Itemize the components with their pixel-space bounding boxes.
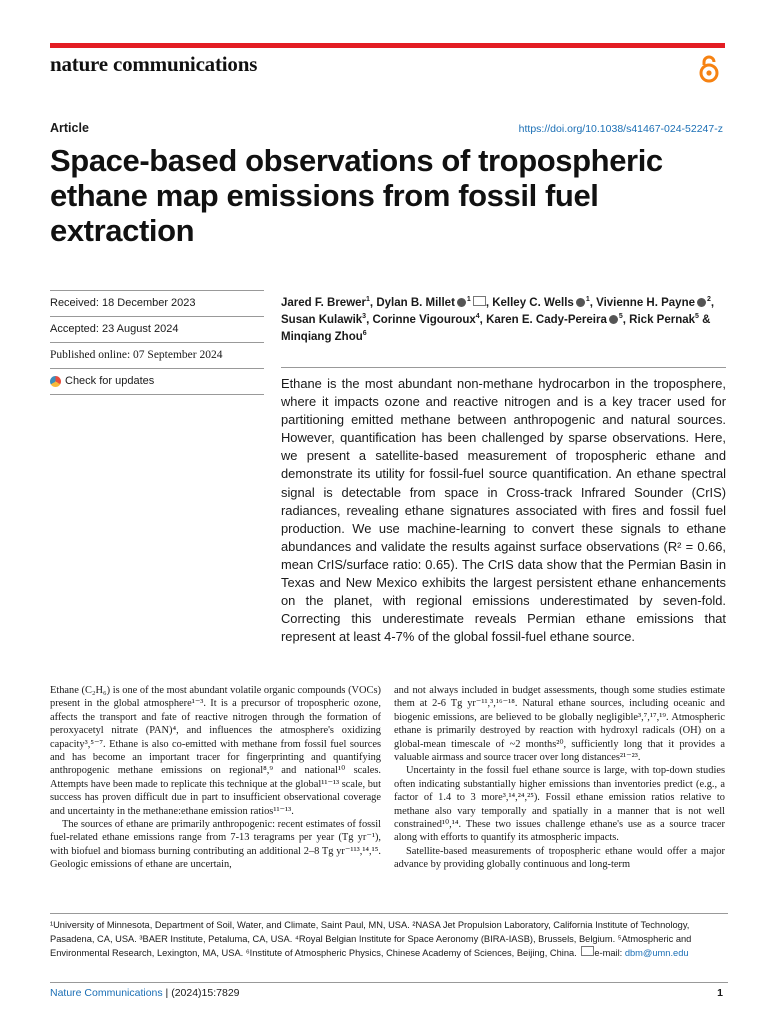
author-affiliation-number: 3 — [362, 313, 367, 321]
abstract: Ethane is the most abundant non-methane hydrocarbon in the troposphere, where it impacts ozone and reactive nitrogen and is a key tracer used for partitioning emitted methane between anthropogenic and natural sources. However, quantification has been challenged by sparse observations. Here, we present a satellite-based measurement of tropospheric ethane and demonstrate its utility for fossil-fuel source quantification. An ethane spectral signal is detectable from space in Cross-track Infrared Sounder (CrIS) radiances, revealing ethane signatures associated with fires and fossil fuel production. We use machine-learning to convert these signals to ethane abundances and validate the results against surface observations (R² = 0.66, mean CrIS/surface ratio: 0.65). The CrIS data show that the Permian Basin in Texas and New Mexico exhibits the largest persistent ethane enhancements on the planet, with regional emissions underestimated by seven-fold. Correcting this underestimate reveals Permian ethane emissions that represent at least 4-7% of the global fossil-fuel ethane source. — [281, 376, 726, 645]
footer-volume: | (2024)15:7829 — [162, 987, 240, 999]
body-column-right — [394, 684, 725, 872]
body-paragraph: Satellite-based measurements of tropospheric ethane would offer a major advance by providing globally continuous and long-term — [394, 845, 725, 871]
article-title: Space-based observations of tropospheric ethane map emissions from fossil fuel extraction — [50, 143, 663, 248]
author-affiliation-number: 5 — [695, 313, 699, 321]
journal-name: nature communications — [50, 52, 258, 76]
body-column-left — [50, 684, 381, 872]
check-updates-button[interactable] — [50, 368, 264, 395]
published-date: Published online: 07 September 2024 — [50, 342, 264, 368]
author-affiliation-number: 4 — [475, 313, 480, 321]
author-affiliation-number: 2 — [707, 296, 711, 304]
article-dates — [50, 290, 264, 395]
author-list: Jared F. Brewer$^1$, Dylan B. Millet $^1$ , Kelley C. Wells $^1$, Vivienne H. Payne $^2$, Susan Kulawik$^3$, Corinne Vigouroux$^4$, Karen E. Cady-Pereira $^5$, Rick Pernak$^5$ & Minqiang Zhou$^6$ — [281, 296, 715, 343]
author-affiliation-number: 6 — [362, 330, 367, 338]
author-name[interactable]: Karen E. Cady-Pereira — [486, 314, 607, 326]
author-name[interactable]: Rick Pernak — [629, 314, 696, 326]
header-accent-bar — [50, 43, 725, 48]
author-affiliation-number: 5 — [618, 313, 623, 321]
author-name[interactable]: Kelley C. Wells — [492, 297, 574, 309]
body-paragraph: The sources of ethane are primarily anthropogenic: recent estimates of fossil fuel-related ethane emissions range from 7-13 teragrams per year (Tg yr⁻¹), with biofuel and biomass burning contributing an additional 2–8 Tg yr⁻¹¹³,¹⁴,¹⁵. Geologic emissions of ethane are uncertain, — [50, 819, 381, 871]
abstract-divider — [281, 367, 726, 368]
page-number: 1 — [717, 987, 723, 999]
check-updates-label: Check for updates — [65, 375, 155, 387]
author-name[interactable]: Jared F. Brewer — [281, 297, 367, 309]
author-name[interactable]: Vivienne H. Payne — [596, 297, 695, 309]
doi-link[interactable]: https://doi.org/10.1038/s41467-024-52247-z — [518, 123, 723, 135]
affiliations — [50, 919, 728, 961]
footer-citation — [50, 987, 240, 999]
email-link[interactable]: dbm@umn.edu — [624, 948, 689, 958]
received-date: Received: 18 December 2023 — [50, 290, 264, 316]
author-affiliation-number: 1 — [366, 296, 370, 304]
corresponding-author-icon[interactable] — [473, 296, 486, 306]
author-name[interactable]: Susan Kulawik — [281, 314, 363, 326]
author-name[interactable]: Dylan B. Millet — [376, 297, 455, 309]
body-paragraph: Ethane (C₂H₆) is one of the most abundant volatile organic compounds (VOCs) present in the global atmosphere¹⁻³. It is a precursor of tropospheric ozone, affects the transport and fate of reactive nitrogen through the formation of peroxyacetyl nitrate (PAN)⁴, and influences the atmosphere's oxidizing capacity³,⁵⁻⁷. Ethane is also co-emitted with methane from fossil fuel sources and has become an important tracer for fingerprinting and quantifying anthropogenic methane emissions on regional⁸,⁹ and national¹⁰ scales. Attempts have been made to replicate this technique at the global¹¹⁻¹³ scale, but success has proven difficult due in part to insufficient observational coverage and uncertainty in the methane:ethane emission ratios¹¹⁻¹³. — [50, 685, 381, 817]
accepted-date: Accepted: 23 August 2024 — [50, 316, 264, 342]
open-access-icon[interactable] — [696, 54, 722, 84]
orcid-icon[interactable] — [576, 298, 585, 307]
footer-journal-link[interactable]: Nature Communications — [50, 987, 163, 999]
orcid-icon[interactable] — [457, 298, 466, 307]
affiliations-text: ¹University of Minnesota, Department of Soil, Water, and Climate, Saint Paul, MN, USA. ²NASA Jet Propulsion Laboratory, California Institute of Technology, Pasadena, CA, USA. ³BAER Institute, Petaluma, CA, USA. ⁴Royal Belgian Institute for Space Aeronomy (BIRA-IASB), Brussels, Belgium. ⁵Atmospheric and Environmental Research, Lexington, MA, USA. ⁶Institute of Atmospheric Physics, Chinese Academy of Sciences, Beijing, China. — [50, 920, 692, 958]
check-updates-icon — [50, 376, 61, 387]
author-name[interactable]: Corinne Vigouroux — [372, 314, 476, 326]
footer-divider — [50, 982, 728, 983]
author-affiliation-number: 1 — [585, 296, 590, 304]
article-type: Article — [50, 121, 89, 135]
envelope-icon — [581, 946, 594, 956]
body-paragraph: Uncertainty in the fossil fuel ethane source is large, with top-down studies often indicating substantially higher emissions than inventories predict (e.g., a factor of 1.4 to 3 more³,¹⁴,²⁴,²⁵). Fossil ethane emission ratios relative to methane also vary temporally and spatially in a manner that is not well constrained¹⁰,¹⁴. These two issues challenge ethane's use as a source tracer along with efforts to quantify its atmospheric impacts. — [394, 765, 725, 844]
body-paragraph: and not always included in budget assessments, though some studies estimate them at 2-6 Tg yr⁻¹¹,³,¹⁶⁻¹⁸. Natural ethane sources, including oceanic and biogenic emissions, are believed to be globally negligible³,⁷,¹⁷,¹⁹. Atmospheric ethane is primarily destroyed by reaction with hydroxyl radicals (OH) on a global-mean timescale of ~2 months²⁰, sufficiently long that it provides a valuable airmass and source tracer over long distances²¹⁻²³. — [394, 685, 725, 764]
email-label: e-mail: — [594, 948, 625, 958]
orcid-icon[interactable] — [697, 298, 706, 307]
footnote-divider — [50, 913, 728, 914]
author-affiliation-number: 1 — [466, 296, 471, 304]
author-name[interactable]: Minqiang Zhou — [281, 331, 363, 343]
orcid-icon[interactable] — [609, 315, 618, 324]
